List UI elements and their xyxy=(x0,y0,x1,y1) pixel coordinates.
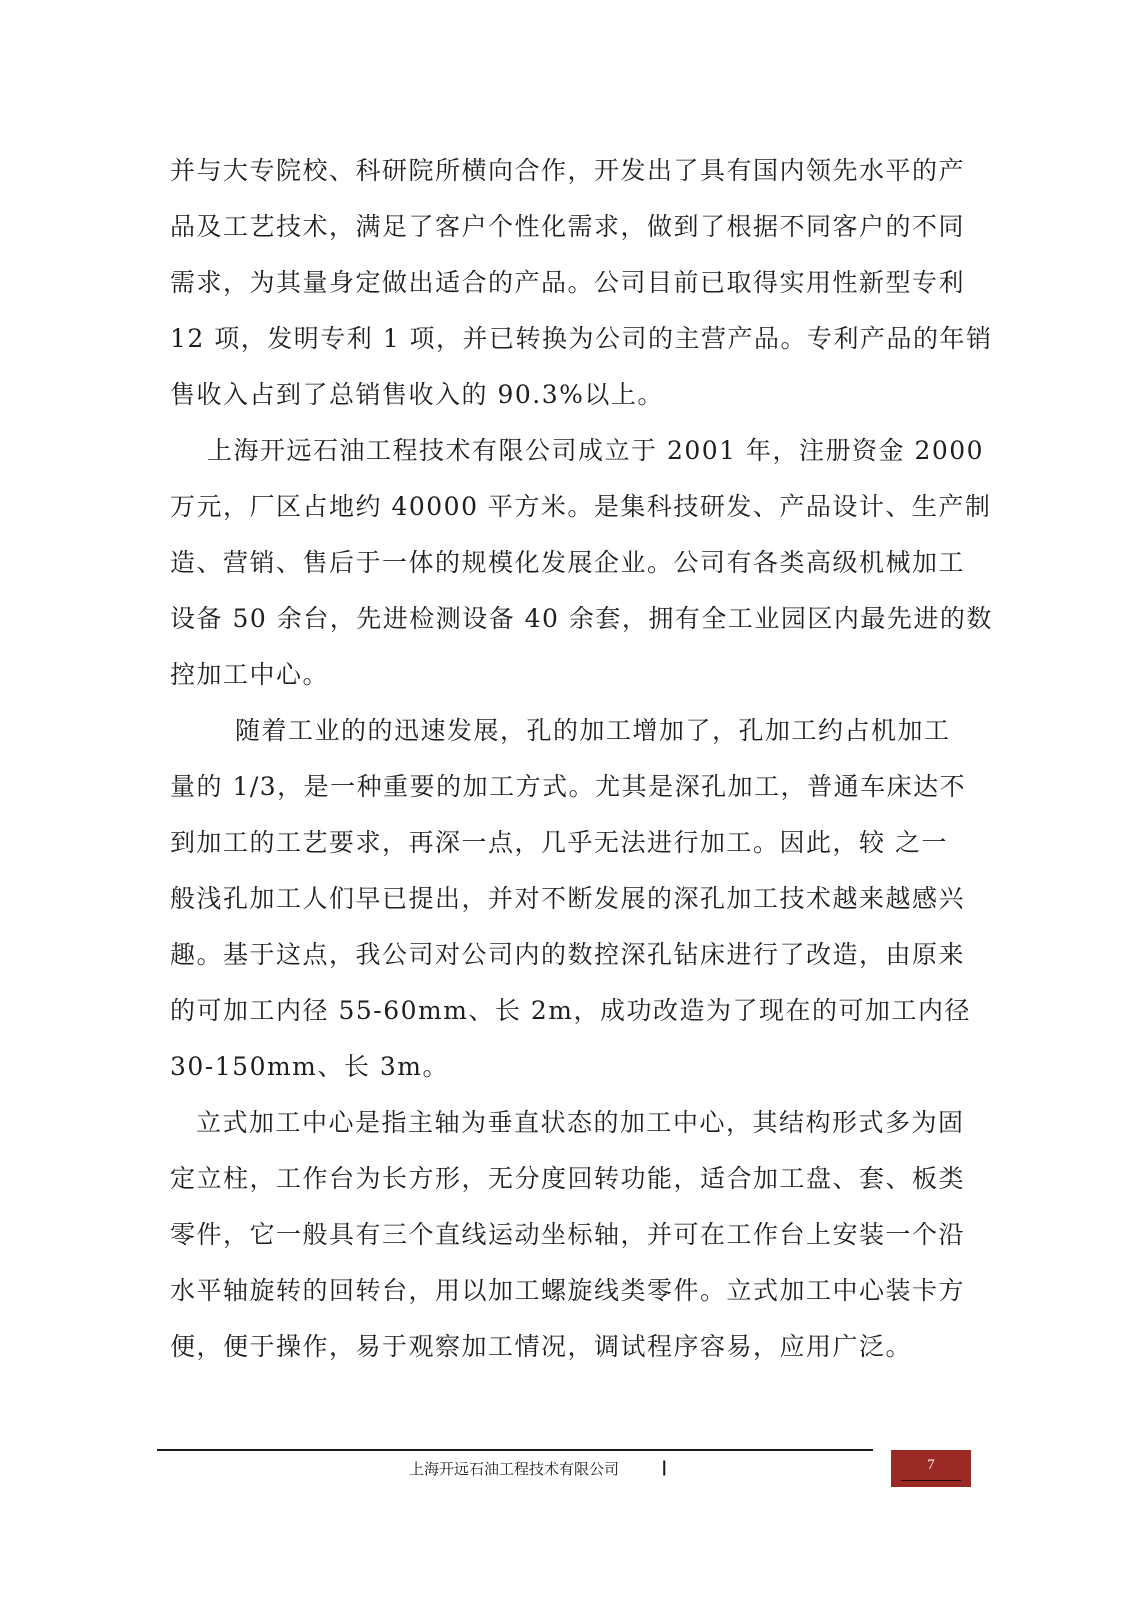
body-line: 万元，厂区占地约 40000 平方米。是集科技研发、产品设计、生产制 xyxy=(170,492,992,521)
body-line: 12 项，发明专利 1 项，并已转换为公司的主营产品。专利产品的年销 xyxy=(170,324,993,353)
body-line: 售收入占到了总销售收入的 90.3%以上。 xyxy=(170,380,664,409)
body-line: 控加工中心。 xyxy=(170,660,330,689)
body-line: 到加工的工艺要求，再深一点，几乎无法进行加工。因此，较 之一 xyxy=(170,828,948,857)
body-line: 趣。基于这点，我公司对公司内的数控深孔钻床进行了改造，由原来 xyxy=(170,940,966,969)
body-line: 量的 1/3，是一种重要的加工方式。尤其是深孔加工，普通车床达不 xyxy=(170,772,967,801)
body-line: 的可加工内径 55-60mm、长 2m，成功改造为了现在的可加工内径 xyxy=(170,996,971,1025)
page-number: 7 xyxy=(927,1457,935,1473)
body-line: 上海开远石油工程技术有限公司成立于 2001 年，注册资金 2000 xyxy=(207,436,985,465)
body-line: 零件，它一般具有三个直线运动坐标轴，并可在工作台上安装一个沿 xyxy=(170,1220,966,1249)
body-line: 立式加工中心是指主轴为垂直状态的加工中心，其结构形式多为固 xyxy=(196,1108,965,1137)
body-line: 需求，为其量身定做出适合的产品。公司目前已取得实用性新型专利 xyxy=(170,268,966,297)
footer-separator: | xyxy=(662,1459,667,1476)
footer-divider xyxy=(157,1449,873,1451)
footer-company-name: 上海开远石油工程技术有限公司 xyxy=(409,1460,620,1478)
page-number-badge xyxy=(891,1450,971,1487)
body-line: 30-150mm、长 3m。 xyxy=(170,1052,449,1081)
body-line: 造、营销、售后于一体的规模化发展企业。公司有各类高级机械加工 xyxy=(170,548,966,577)
body-line: 品及工艺技术，满足了客户个性化需求，做到了根据不同客户的不同 xyxy=(170,212,966,241)
body-line: 般浅孔加工人们早已提出，并对不断发展的深孔加工技术越来越感兴 xyxy=(170,884,966,913)
body-line: 水平轴旋转的回转台，用以加工螺旋线类零件。立式加工中心装卡方 xyxy=(170,1276,966,1305)
body-line: 定立柱，工作台为长方形，无分度回转功能，适合加工盘、套、板类 xyxy=(170,1164,966,1193)
body-line: 随着工业的的迅速发展，孔的加工增加了，孔加工约占机加工 xyxy=(235,716,951,745)
body-line: 并与大专院校、科研院所横向合作，开发出了具有国内领先水平的产 xyxy=(170,156,966,185)
body-line: 设备 50 余台，先进检测设备 40 余套，拥有全工业园区内最先进的数 xyxy=(170,604,993,633)
page-number-underline xyxy=(901,1480,961,1481)
body-line: 便，便于操作，易于观察加工情况，调试程序容易，应用广泛。 xyxy=(170,1332,913,1361)
